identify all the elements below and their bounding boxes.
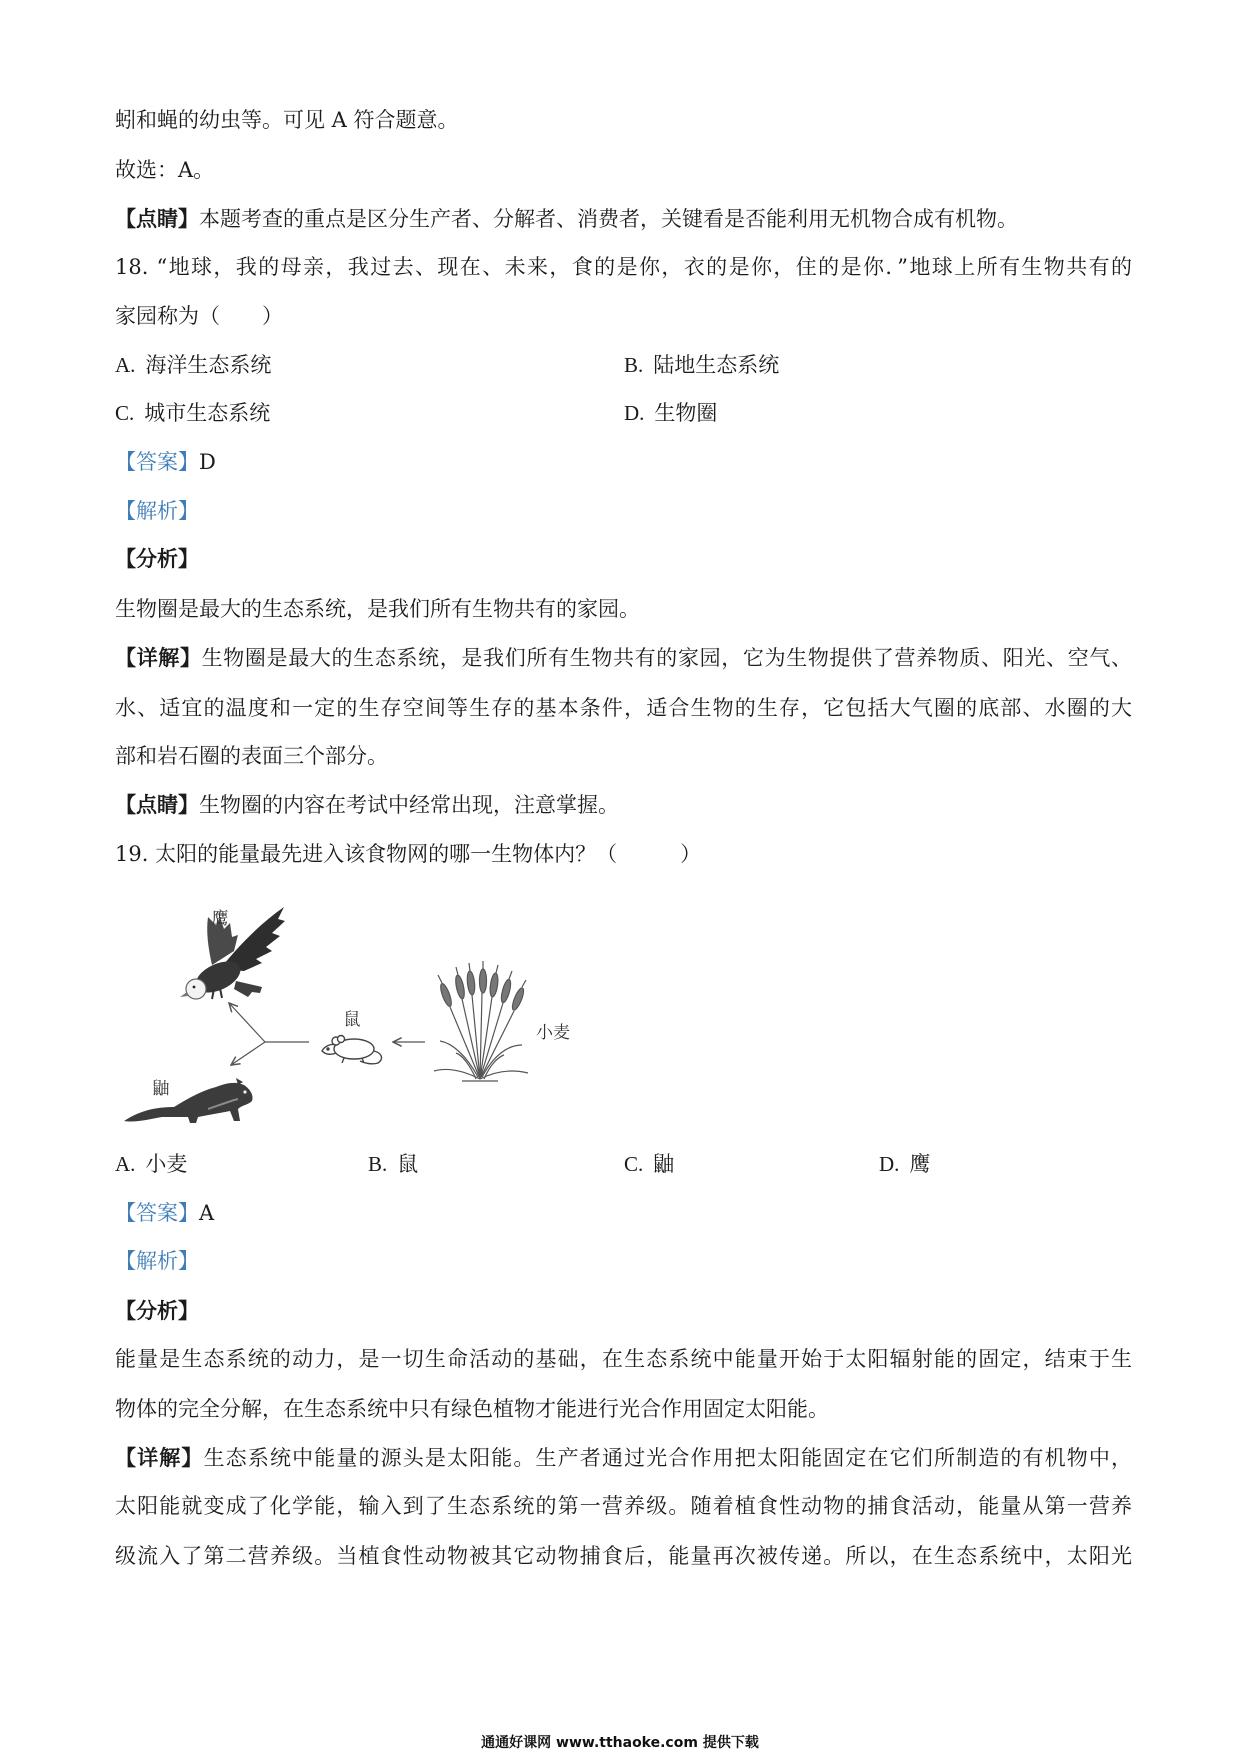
option-label: D. bbox=[624, 401, 645, 425]
weasel-body bbox=[124, 1083, 253, 1123]
option-text: 鼬 bbox=[653, 1152, 675, 1176]
q18-fenxi-line bbox=[115, 545, 1132, 573]
q18-option-d bbox=[624, 399, 717, 427]
option-label: D. bbox=[879, 1152, 900, 1176]
option-label: A. bbox=[115, 1152, 136, 1176]
option-label: A. bbox=[115, 353, 136, 377]
tip-text: 本题考查的重点是区分生产者、分解者、消费者，关键看是否能利用无机物合成有机物。 bbox=[199, 207, 1018, 231]
wheat-icon bbox=[434, 961, 528, 1081]
continuation-line: 蚓和蝇的幼虫等。可见 A 符合题意。 bbox=[115, 108, 459, 132]
wheat-ear bbox=[500, 979, 513, 1004]
q19-fenxi-text-1: 能量是生态系统的动力，是一切生命活动的基础，在生态系统中能量开始于太阳辐射能的固定，结束于生 bbox=[115, 1347, 1132, 1371]
arrow-to-weasel bbox=[231, 1042, 265, 1065]
q19-xiangjie-line-1 bbox=[115, 1444, 1132, 1472]
answer-value: D bbox=[199, 450, 216, 474]
weasel-eye bbox=[243, 1090, 246, 1093]
answer-tag: 【答案】 bbox=[115, 1201, 199, 1225]
q18-jiexi-line bbox=[115, 497, 1132, 525]
wheat-ear bbox=[480, 969, 487, 993]
answer-value: A bbox=[199, 1201, 215, 1225]
mouse-ear bbox=[338, 1036, 345, 1043]
option-text: 生物圈 bbox=[654, 401, 718, 425]
tip-tag: 【点睛】 bbox=[115, 206, 199, 231]
wheat-ear bbox=[439, 983, 454, 1008]
fenxi-tag: 【分析】 bbox=[115, 1298, 199, 1323]
jiexi-tag: 【解析】 bbox=[115, 499, 199, 523]
q19-option-a bbox=[115, 1150, 187, 1178]
q18-fenxi-text: 生物圈是最大的生态系统，是我们所有生物共有的家园。 bbox=[115, 597, 640, 621]
xiangjie-tag: 【详解】 bbox=[115, 1445, 204, 1470]
option-text: 海洋生态系统 bbox=[145, 353, 272, 377]
eagle-head bbox=[186, 979, 206, 999]
q19-fenxi-text-2: 物体的完全分解，在生态系统中只有绿色植物才能进行光合作用固定太阳能。 bbox=[115, 1397, 829, 1421]
q18-option-c bbox=[115, 399, 270, 427]
wheat-stems bbox=[450, 993, 514, 1079]
page-footer: 通通好课网 www.tthaoke.com 提供下载 bbox=[481, 1735, 759, 1751]
wheat-ear bbox=[510, 987, 525, 1012]
q19-xiangjie-line-2: 太阳能就变成了化学能，输入到了生态系统的第一营养级。随着植食性动物的捕食活动，能量从第一营养 bbox=[115, 1494, 1132, 1518]
dianjing-tag: 【点睛】 bbox=[115, 792, 199, 817]
q18-xiangjie-line-2: 水、适宜的温度和一定的生存空间等生存的基本条件，适合生物的生存，它包括大气圈的底部、水圈的大 bbox=[115, 696, 1132, 720]
q19-stem: 19. 太阳的能量最先进入该食物网的哪一生物体内？（ ） bbox=[115, 842, 702, 866]
q18-dianjing-line bbox=[115, 791, 1132, 819]
food-web-figure bbox=[112, 895, 592, 1131]
option-text: 小麦 bbox=[145, 1152, 188, 1176]
q19-jiexi-line bbox=[115, 1247, 1132, 1275]
mouse-label: 鼠 bbox=[343, 1010, 361, 1030]
mouse-eye bbox=[327, 1048, 329, 1050]
arrow-to-eagle bbox=[229, 1003, 265, 1042]
option-text: 鹰 bbox=[909, 1152, 931, 1176]
xiangjie-text: 生态系统中能量的源头是太阳能。生产者通过光合作用把太阳能固定在它们所制造的有机物中， bbox=[203, 1446, 1133, 1470]
q19-fenxi-line bbox=[115, 1297, 1132, 1325]
fenxi-tag: 【分析】 bbox=[115, 546, 199, 571]
answer-tag: 【答案】 bbox=[115, 450, 199, 474]
option-label: C. bbox=[115, 401, 135, 425]
jiexi-tag: 【解析】 bbox=[115, 1249, 199, 1273]
q18-stem-line-1: 18. “地球，我的母亲，我过去、现在、未来，食的是你，衣的是你，住的是你．”地球上所有生物共有的 bbox=[115, 255, 1132, 279]
eagle-eye bbox=[193, 986, 196, 989]
dianjing-text: 生物圈的内容在考试中经常出现，注意掌握。 bbox=[199, 793, 619, 817]
option-text: 鼠 bbox=[397, 1152, 419, 1176]
wheat-ear bbox=[454, 975, 466, 1000]
q19-option-b bbox=[368, 1150, 418, 1178]
q19-option-d bbox=[879, 1150, 930, 1178]
q18-answer-line bbox=[115, 448, 1132, 476]
weasel-label: 鼬 bbox=[152, 1079, 170, 1099]
wheat-ear bbox=[489, 973, 499, 998]
q18-xiangjie-line-3: 部和岩石圈的表面三个部分。 bbox=[115, 744, 388, 768]
option-text: 陆地生态系统 bbox=[653, 353, 780, 377]
food-web-arrows bbox=[229, 1003, 425, 1065]
q19-option-c bbox=[624, 1150, 674, 1178]
q18-stem-line-2: 家园称为（ ） bbox=[115, 304, 283, 328]
option-label: C. bbox=[624, 1152, 644, 1176]
q19-xiangjie-line-3: 级流入了第二营养级。当植食性动物被其它动物捕食后，能量再次被传递。所以，在生态系统中，太阳光 bbox=[115, 1544, 1132, 1568]
weasel-icon bbox=[124, 1078, 253, 1123]
tip-line bbox=[115, 205, 1132, 233]
eagle-icon bbox=[180, 907, 285, 999]
option-text: 城市生态系统 bbox=[144, 401, 271, 425]
conclusion-line: 故选：A。 bbox=[115, 158, 215, 182]
eagle-label: 鹰 bbox=[211, 909, 229, 929]
q18-xiangjie-line-1 bbox=[115, 644, 1132, 672]
xiangjie-text: 生物圈是最大的生态系统，是我们所有生物共有的家园，它为生物提供了营养物质、阳光、空气、 bbox=[201, 646, 1132, 670]
q18-option-b bbox=[624, 351, 779, 379]
eagle-beak bbox=[180, 992, 188, 997]
option-label: B. bbox=[368, 1152, 388, 1176]
option-label: B. bbox=[624, 353, 644, 377]
q19-answer-line bbox=[115, 1199, 1132, 1227]
wheat-ear bbox=[466, 971, 475, 996]
q18-option-a bbox=[115, 351, 271, 379]
eagle-tail bbox=[234, 981, 262, 997]
wheat-label: 小麦 bbox=[536, 1023, 570, 1043]
mouse-icon bbox=[322, 1036, 381, 1064]
xiangjie-tag: 【详解】 bbox=[115, 645, 202, 670]
